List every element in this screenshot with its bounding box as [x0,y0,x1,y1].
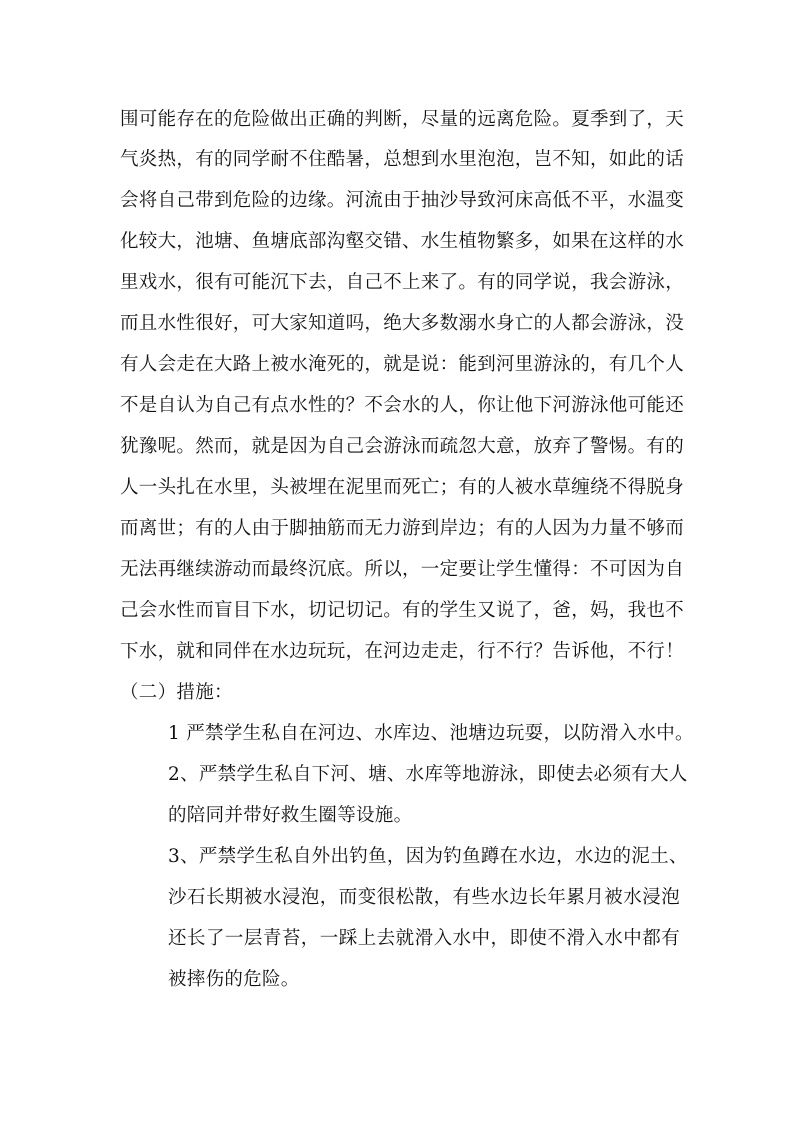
body-line-9: 犹豫呢。然而，就是因为自己会游泳而疏忽大意，放弃了警惕。有的 [120,436,685,457]
measure-line-2: 2、严禁学生私自下河、塘、水库等地游泳，即使去必须有大人 [168,764,688,785]
measure-line-3: 的陪同并带好救生圈等设施。 [168,805,413,826]
body-line-6: 而且水性很好，可大家知道吗，绝大多数溺水身亡的人都会游泳，没 [120,313,685,334]
body-line-8: 不是自认为自己有点水性的？不会水的人，你让他下河游泳他可能还 [120,395,685,416]
body-line-1: 围可能存在的危险做出正确的判断，尽量的远离危险。夏季到了，天 [120,109,685,130]
measure-line-6: 还长了一层青苔，一踩上去就滑入水中，即使不滑入水中都有 [168,928,680,949]
measure-line-1: 1 严禁学生私自在河边、水库边、池塘边玩耍，以防滑入水中。 [168,723,694,744]
body-line-3: 会将自己带到危险的边缘。河流由于抽沙导致河床高低不平，水温变 [120,190,685,211]
body-line-4: 化较大，池塘、鱼塘底部沟壑交错、水生植物繁多，如果在这样的水 [120,231,685,252]
body-line-10: 人一头扎在水里，头被埋在泥里而死亡；有的人被水草缠绕不得脱身 [120,477,685,498]
body-line-2: 气炎热，有的同学耐不住酷暑，总想到水里泡泡，岂不知，如此的话 [120,149,685,170]
measure-line-5: 沙石长期被水浸泡，而变很松散，有些水边长年累月被水浸泡 [168,887,680,908]
body-line-14: 下水，就和同伴在水边玩玩，在河边走走，行不行？告诉他，不行！ [120,641,685,662]
measure-line-7: 被摔伤的危险。 [168,969,300,990]
body-line-12: 无法再继续游动而最终沉底。所以，一定要让学生懂得：不可因为自 [120,559,685,580]
body-line-7: 有人会走在大路上被水淹死的，就是说：能到河里游泳的，有几个人 [120,354,685,375]
body-line-13: 己会水性而盲目下水，切记切记。有的学生又说了，爸，妈，我也不 [120,600,685,621]
body-line-11: 而离世；有的人由于脚抽筋而无力游到岸边；有的人因为力量不够而 [120,518,685,539]
section-heading: （二）措施： [120,682,233,703]
measure-line-4: 3、严禁学生私自外出钓鱼，因为钓鱼蹲在水边，水边的泥土、 [168,846,688,867]
body-line-5: 里戏水，很有可能沉下去，自己不上来了。有的同学说，我会游泳， [120,272,685,293]
